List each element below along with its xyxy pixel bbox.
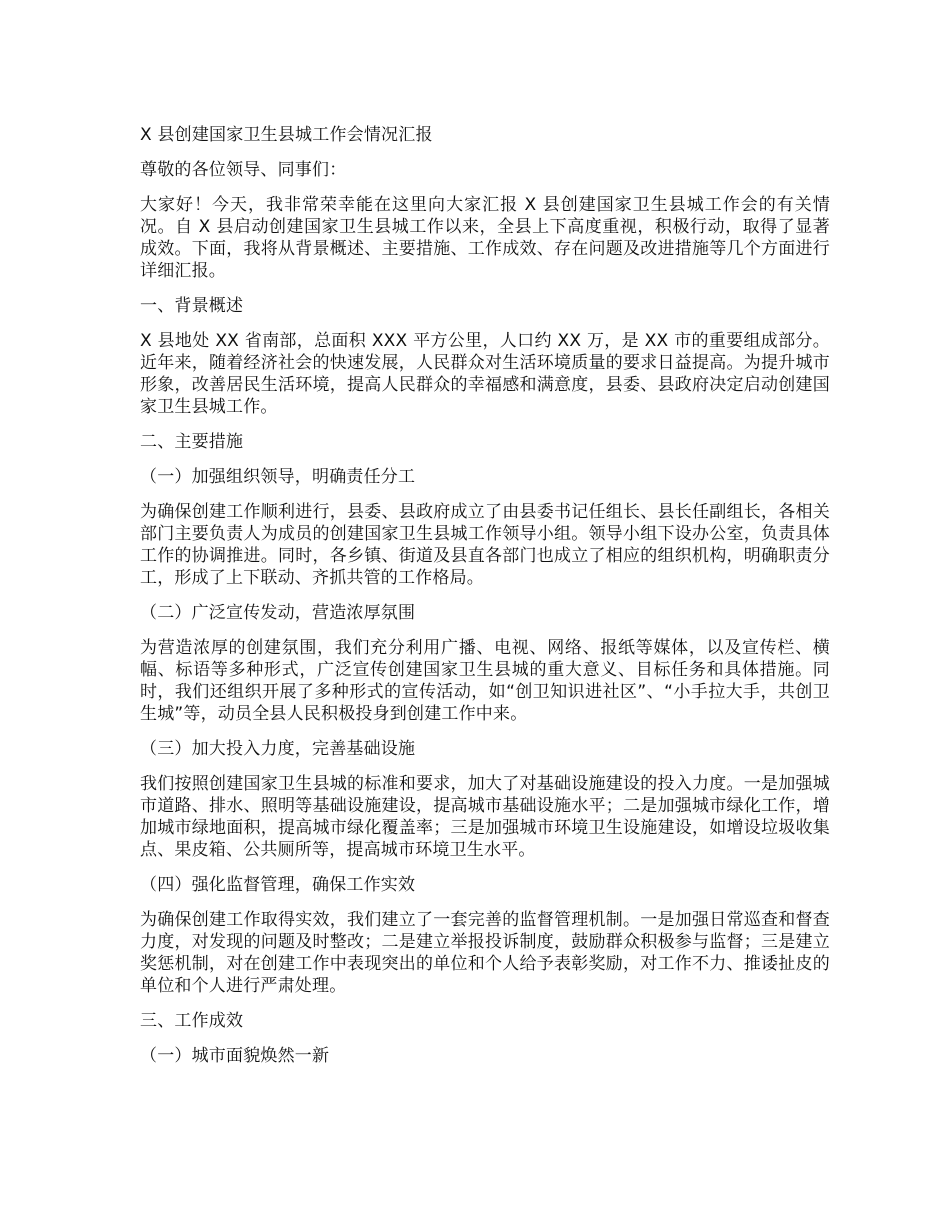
document-title: X 县创建国家卫生县城工作会情况汇报 xyxy=(140,125,433,145)
measure-2-paragraph: 为营造浓厚的创建氛围，我们充分利用广播、电视、网络、报纸等媒体，以及宣传栏、横幅、标语等多种形式，广泛宣传创建国家卫生县城的重大意义、目标任务和具体措施。同时，我们还组织开展了多种形式的宣传活动，如“创卫知识进社区”、“小手拉大手，共创卫生城”等，动员全县人民积极投身到创建工作中来。 xyxy=(140,638,830,724)
measure-3-paragraph: 我们按照创建国家卫生县城的标准和要求，加大了对基础设施建设的投入力度。一是加强城市道路、排水、照明等基础设施建设，提高城市基础设施水平；二是加强城市绿化工作，增加城市绿地面积，提高城市绿化覆盖率；三是加强城市环境卫生设施建设，如增设垃圾收集点、果皮箱、公共厕所等，提高城市环境卫生水平。 xyxy=(140,774,830,860)
greeting: 尊敬的各位领导、同事们： xyxy=(140,160,347,180)
section-heading-measures: 二、主要措施 xyxy=(140,432,244,452)
measure-1-heading: （一）加强组织领导，明确责任分工 xyxy=(140,467,416,487)
measure-3-heading: （三）加大投入力度，完善基础设施 xyxy=(140,739,416,759)
measure-2-heading: （二）广泛宣传发动，营造浓厚氛围 xyxy=(140,603,416,623)
result-1-heading: （一）城市面貌焕然一新 xyxy=(140,1046,330,1066)
section-heading-results: 三、工作成效 xyxy=(140,1011,244,1031)
section-heading-background: 一、背景概述 xyxy=(140,296,244,316)
document-page xyxy=(140,124,830,1080)
background-paragraph: X 县地处 XX 省南部，总面积 XXX 平方公里，人口约 XX 万，是 XX 市的重要组成部分。近年来，随着经济社会的快速发展，人民群众对生活环境质量的要求日益提高。为提升城市形象，改善居民生活环境，提高人民群众的幸福感和满意度，县委、县政府决定启动创建国家卫生县城工作。 xyxy=(140,331,830,417)
intro-paragraph: 大家好！今天，我非常荣幸能在这里向大家汇报 X 县创建国家卫生县城工作会的有关情况。自 X 县启动创建国家卫生县城工作以来，全县上下高度重视，积极行动，取得了显著成效。下面，我将从背景概述、主要措施、工作成效、存在问题及改进措施等几个方面进行详细汇报。 xyxy=(140,195,830,281)
measure-1-paragraph: 为确保创建工作顺利进行，县委、县政府成立了由县委书记任组长、县长任副组长，各相关部门主要负责人为成员的创建国家卫生县城工作领导小组。领导小组下设办公室，负责具体工作的协调推进。同时，各乡镇、街道及县直各部门也成立了相应的组织机构，明确职责分工，形成了上下联动、齐抓共管的工作格局。 xyxy=(140,502,830,588)
measure-4-paragraph: 为确保创建工作取得实效，我们建立了一套完善的监督管理机制。一是加强日常巡查和督查力度，对发现的问题及时整改；二是建立举报投诉制度，鼓励群众积极参与监督；三是建立奖惩机制，对在创建工作中表现突出的单位和个人给予表彰奖励，对工作不力、推诿扯皮的单位和个人进行严肃处理。 xyxy=(140,910,830,996)
measure-4-heading: （四）强化监督管理，确保工作实效 xyxy=(140,875,416,895)
